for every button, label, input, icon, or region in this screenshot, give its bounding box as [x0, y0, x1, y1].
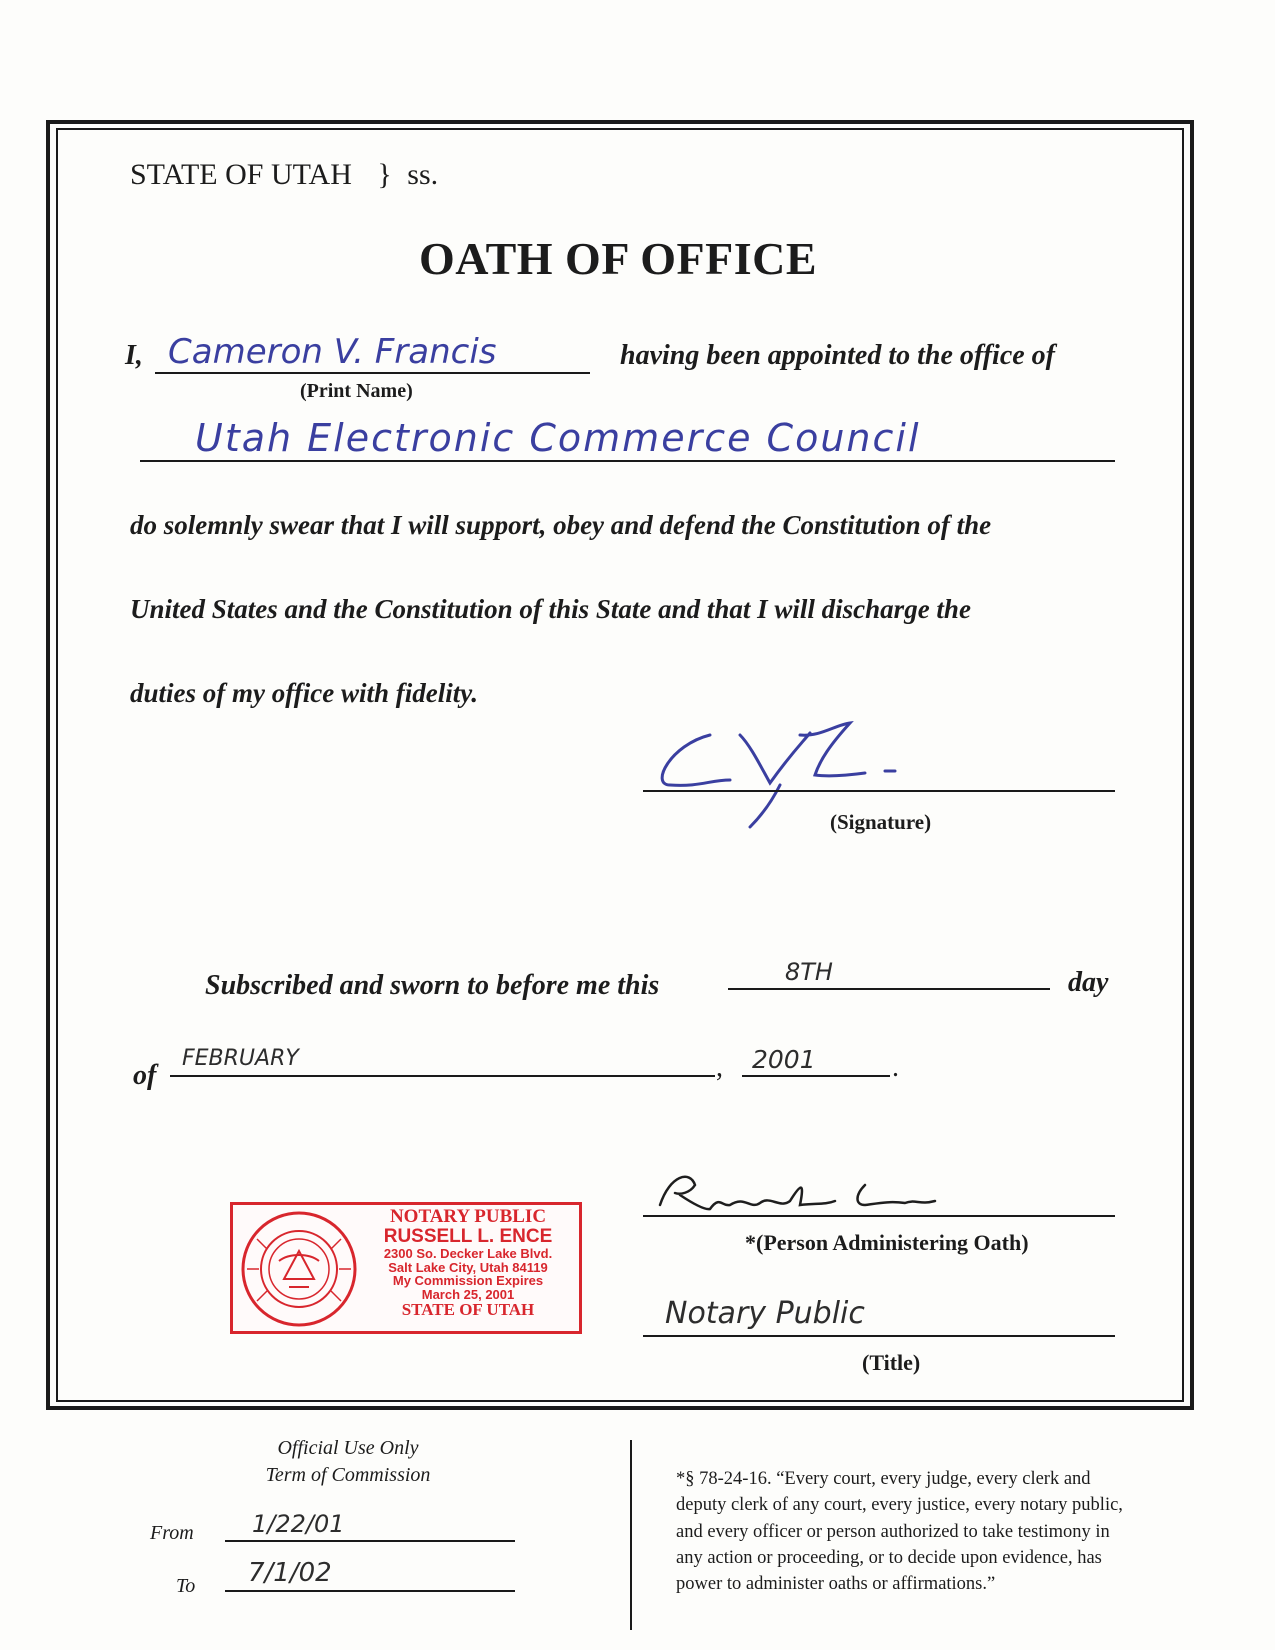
- title-line: [643, 1335, 1115, 1337]
- footnote-line-2: deputy clerk of any court, every justice, every notary public,: [676, 1495, 1123, 1516]
- footnote-line-5: power to administer oaths or affirmations.”: [676, 1574, 996, 1595]
- from-value: 1/22/01: [252, 1510, 345, 1538]
- brace: }: [377, 158, 392, 191]
- to-line: [225, 1590, 515, 1592]
- day-word: day: [1068, 967, 1109, 998]
- period: .: [892, 1052, 899, 1083]
- office-line: [140, 460, 1115, 462]
- stamp-state: STATE OF UTAH: [401, 1300, 535, 1320]
- stamp-expires-date: March 25, 2001: [421, 1286, 515, 1302]
- footnote-line-4: any action or proceeding, or to decide upon evidence, has: [676, 1547, 1102, 1568]
- footnote-statute: [676, 1466, 1123, 1597]
- footnote-line-3: and every officer or person authorized to take testimony in: [676, 1521, 1110, 1542]
- footnote-line-1: *§ 78-24-16. “Every court, every judge, every clerk and: [676, 1469, 1091, 1489]
- day-value: 8TH: [785, 958, 833, 986]
- official-use-heading: [228, 1435, 468, 1489]
- administrator-line: [643, 1215, 1115, 1217]
- to-value: 7/1/02: [248, 1558, 332, 1588]
- print-name-line: [155, 372, 590, 374]
- of-word: of: [133, 1060, 157, 1091]
- ss-label: ss.: [407, 158, 439, 191]
- administrator-caption: *(Person Administering Oath): [745, 1230, 1029, 1255]
- year-line: [742, 1075, 890, 1077]
- stamp-name: RUSSELL L. ENCE: [383, 1225, 553, 1247]
- year-value: 2001: [752, 1045, 816, 1074]
- stamp-title: NOTARY PUBLIC: [389, 1206, 547, 1227]
- office-value: Utah Electronic Commerce Council: [195, 416, 921, 460]
- month-value: FEBRUARY: [182, 1046, 299, 1071]
- state-heading: [130, 158, 438, 192]
- sworn-text: Subscribed and sworn to before me this: [205, 970, 660, 1001]
- stamp-expires-label: My Commission Expires: [392, 1273, 544, 1289]
- state-label: STATE OF UTAH: [130, 158, 352, 191]
- print-name-caption: (Print Name): [300, 380, 413, 402]
- to-label: To: [176, 1575, 196, 1597]
- official-use-line-1: Official Use Only: [277, 1437, 419, 1459]
- from-label: From: [150, 1522, 194, 1544]
- print-name-value: Cameron V. Francis: [168, 332, 497, 372]
- from-line: [225, 1540, 515, 1542]
- official-use-line-2: Term of Commission: [265, 1464, 431, 1486]
- inner-border: [56, 128, 1184, 1402]
- title-caption: (Title): [862, 1350, 921, 1375]
- oath-line-1: do solemnly swear that I will support, obey and defend the Constitution of the: [130, 510, 992, 540]
- page-title: OATH OF OFFICE: [419, 233, 817, 284]
- day-line: [728, 988, 1050, 990]
- comma: ,: [716, 1052, 723, 1083]
- signature-caption: (Signature): [830, 810, 932, 834]
- footer-divider: [630, 1440, 632, 1630]
- signature-line: [643, 790, 1115, 792]
- having-text: having been appointed to the office of: [620, 340, 1055, 371]
- oath-line-2: United States and the Constitution of this State and that I will discharge the: [130, 594, 971, 624]
- stamp-address: 2300 So. Decker Lake Blvd.: [383, 1245, 553, 1261]
- oath-line-3: duties of my office with fidelity.: [130, 678, 478, 708]
- title-value: Notary Public: [665, 1296, 865, 1331]
- month-line: [170, 1075, 715, 1077]
- notary-stamp: [230, 1202, 582, 1334]
- prefix-i: I,: [125, 340, 143, 371]
- great-seal-icon: [239, 1209, 359, 1329]
- stamp-city: Salt Lake City, Utah 84119: [388, 1259, 548, 1275]
